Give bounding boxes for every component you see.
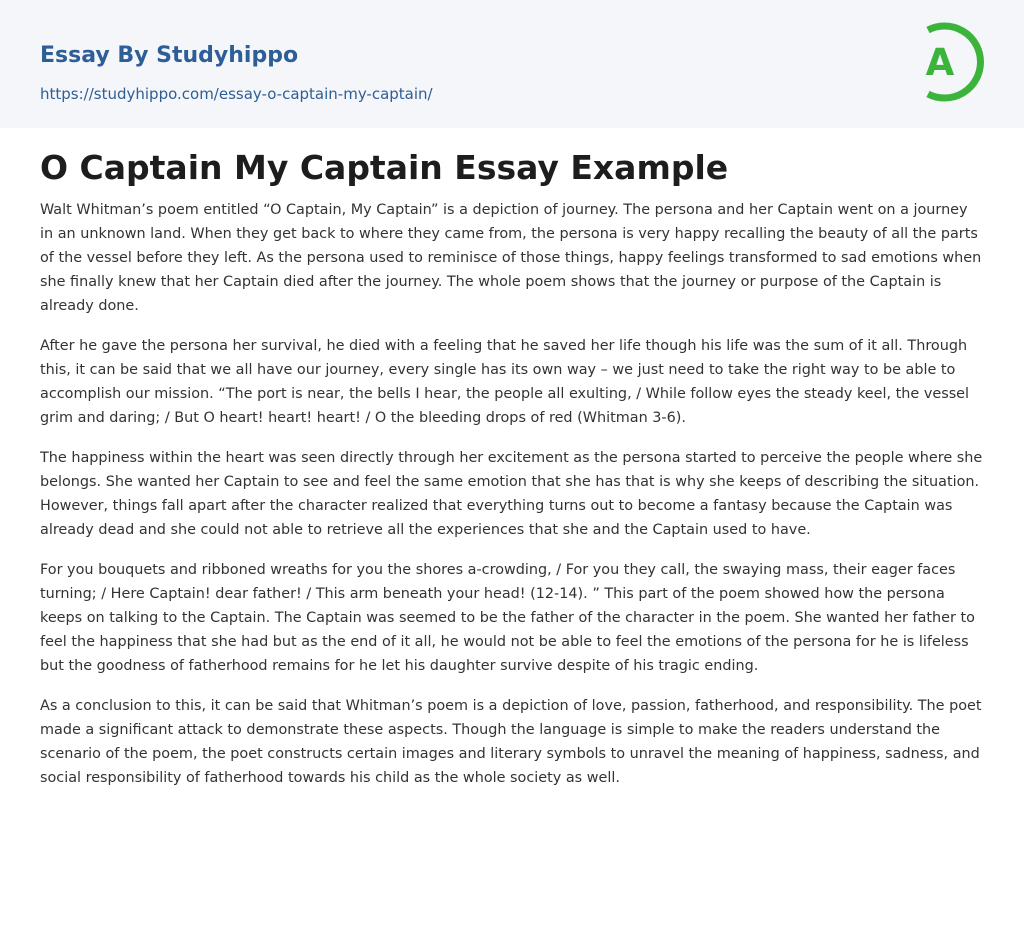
source-url-link[interactable]: https://studyhippo.com/essay-o-captain-my-captain/: [40, 85, 433, 103]
paragraph-3: The happiness within the heart was seen directly through her excitement as the persona started to perceive the people where she belongs. She wanted her Captain to see and feel the same emotion that she has that is why she keeps of describing the situation. However, things fall apart after the character realized that everything turns out to become a fantasy because the Captain was already dead and she could not able to retrieve all the experiences that she and the Captain used to have.: [40, 450, 983, 538]
paragraph-4: For you bouquets and ribboned wreaths for you the shores a-crowding, / For you they call, the swaying mass, their eager faces turning; / Here Captain! dear father! / This arm beneath your head! (12-14). ” This part of the poem showed how the persona keeps on talking to the Captain. The Captain was seemed to be the father of the character in the poem. She wanted her father to feel the happiness that she had but as the end of it all, he would not be able to feel the emotions of the persona for he is lifeless but the goodness of fatherhood remains for he let his daughter survive despite of his tragic ending.: [40, 562, 975, 674]
brand-title[interactable]: Essay By Studyhippo: [40, 43, 299, 68]
article-content: [40, 144, 984, 806]
studyhippo-logo-icon[interactable]: [910, 18, 988, 106]
logo-letter: A: [925, 41, 955, 84]
site-header: [0, 0, 1024, 128]
page-title: O Captain My Captain Essay Example: [40, 148, 729, 187]
paragraph-5: As a conclusion to this, it can be said that Whitman’s poem is a depiction of love, passion, fatherhood, and responsibility. The poet made a significant attack to demonstrate these aspects. Though the language is simple to make the readers understand the scenario of the poem, the poet constructs certain images and literary symbols to unravel the meaning of happiness, sadness, and social responsibility of fatherhood towards his child as the whole society as well.: [40, 698, 982, 786]
paragraph-1: Walt Whitman’s poem entitled “O Captain, My Captain” is a depiction of journey. The persona and her Captain went on a journey in an unknown land. When they get back to where they came from, the persona is very happy recalling the beauty of all the parts of the vessel before they left. As the persona used to reminisce of those things, happy feelings transformed to sad emotions when she finally knew that her Captain died after the journey. The whole poem shows that the journey or purpose of the Captain is already done.: [40, 202, 982, 314]
paragraph-2: After he gave the persona her survival, he died with a feeling that he saved her life though his life was the sum of it all. Through this, it can be said that we all have our journey, every single has its own way – we just need to take the right way to be able to accomplish our mission. “The port is near, the bells I hear, the people all exulting, / While follow eyes the steady keel, the vessel grim and daring; / But O heart! heart! heart! / O the bleeding drops of red (Whitman 3-6).: [40, 338, 970, 426]
